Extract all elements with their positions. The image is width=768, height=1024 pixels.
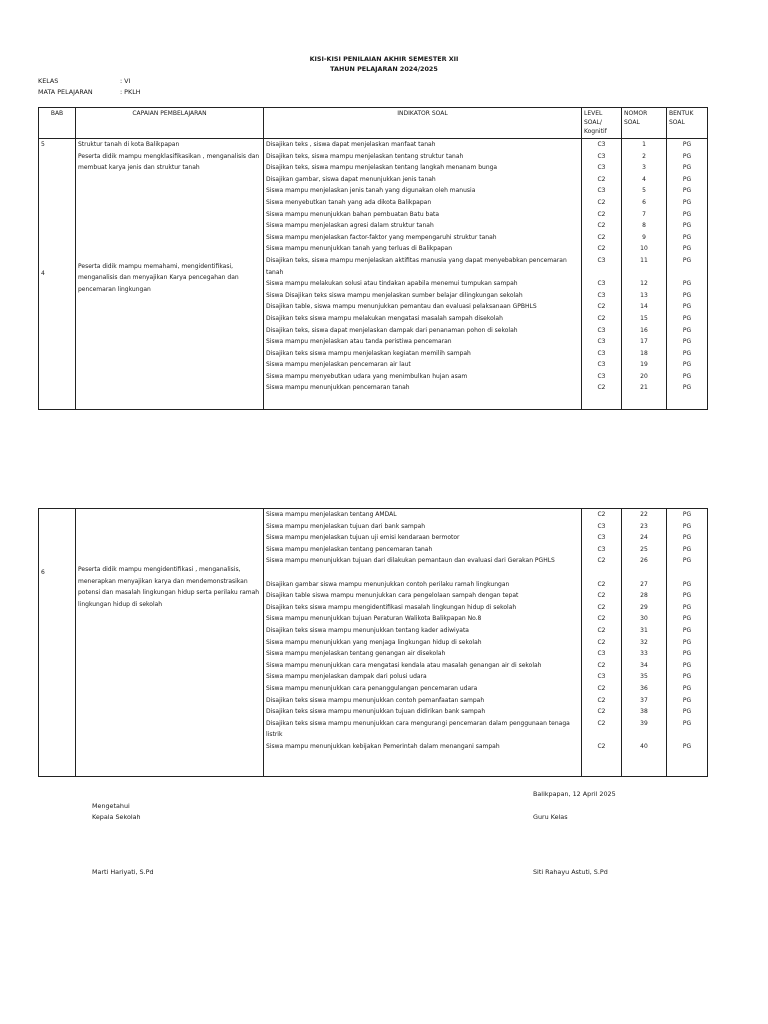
indikator-row: Siswa mampu menjelaskan tujuan uji emisi kendaraan bermotor — [266, 534, 460, 542]
bentuk-value: PG — [682, 708, 692, 716]
indikator-row: Disajikan gambar, siswa dapat menunjukkan jenis tanah — [266, 175, 436, 183]
indikator-row: Siswa mampu menjelaskan tujuan dari bank sampah — [266, 522, 426, 530]
bentuk-value: PG — [682, 141, 692, 148]
indikator-row: Siswa mampu menunjukkan pencemaran tanah — [266, 384, 410, 392]
level-value: C2 — [597, 696, 606, 704]
nomor-cell — [622, 139, 667, 410]
indikator-row: Disajikan table siswa mampu menunjukkan cara pengelolaan sampah dengan tepat — [266, 592, 519, 600]
nomor-value: 10 — [640, 245, 648, 253]
bentuk-value: PG — [682, 673, 692, 681]
bentuk-value: PG — [682, 603, 692, 611]
indikator-row: Siswa mampu menjelaskan jenis tanah yang digunakan oleh manusia — [266, 187, 476, 195]
nomor-value: 24 — [640, 534, 648, 542]
indikator-row: Disajikan teks siswa mampu menunjukkan contoh pemanfaatan sampah — [266, 696, 485, 704]
document-year: TAHUN PELAJARAN 2024/2025 — [330, 65, 438, 73]
indikator-row: Siswa mampu menjelaskan dampak dari polusi udara — [266, 673, 427, 681]
bentuk-value: PG — [682, 280, 692, 288]
level-value: C2 — [597, 222, 606, 230]
indikator-row: Siswa mampu menunjukkan cara penanggulangan pencemaran udara — [266, 684, 478, 692]
indikator-row: Siswa mampu menunjukkan bahan pembuatan Batu bata — [266, 210, 440, 218]
indikator-row: Disajikan teks, siswa mampu menjelaskan tentang langkah menanam bunga — [266, 164, 498, 172]
bab-cell — [39, 509, 76, 777]
nomor-cell — [622, 509, 667, 777]
bentuk-value: PG — [682, 592, 692, 600]
kepala-sekolah-name: Marti Hariyati, S.Pd — [92, 868, 154, 876]
level-value: C2 — [597, 615, 606, 623]
level-value: C3 — [597, 349, 606, 357]
indikator-cell — [264, 509, 582, 777]
level-value: C3 — [597, 280, 606, 288]
bentuk-value: PG — [682, 210, 692, 218]
indikator-row: Siswa mampu menunjukkan tujuan dari dilakukan pemantaun dan evaluasi dari Gerakan PGHLS — [266, 557, 555, 565]
kelas-label: KELAS — [38, 77, 59, 85]
nomor-value: 4 — [642, 175, 646, 183]
indikator-row: Disajikan teks, siswa mampu menjelaskan aktifitas manusia yang dapat menyebabkan pencemaran tanah — [266, 256, 567, 276]
bentuk-value: PG — [682, 661, 692, 669]
nomor-value: 27 — [640, 580, 648, 588]
level-value: C2 — [597, 603, 606, 611]
bentuk-value: PG — [682, 650, 692, 658]
level-value: C2 — [597, 314, 606, 322]
nomor-value: 14 — [640, 303, 648, 311]
level-value: C2 — [597, 303, 606, 311]
indikator-row: Siswa mampu menunjukkan kebijakan Pemerintah dalam menangani sampah — [266, 742, 500, 750]
nomor-value: 11 — [640, 256, 648, 264]
bentuk-value: PG — [682, 291, 692, 299]
nomor-value: 8 — [642, 222, 646, 230]
capaian-text: Struktur tanah di kota Balikpapan Peserta didik mampu mengklasifikasikan , menganalisis dan membuat karya jenis dan struktur tanah — [78, 141, 260, 172]
bentuk-value: PG — [682, 233, 692, 241]
level-value: C2 — [597, 638, 606, 646]
nomor-value: 36 — [640, 684, 648, 692]
mapel-label: MATA PELAJARAN — [38, 88, 93, 96]
nomor-value: 25 — [640, 545, 648, 553]
bentuk-value: PG — [682, 314, 692, 322]
bentuk-value: PG — [682, 545, 692, 553]
bentuk-value: PG — [682, 384, 692, 392]
nomor-value: 33 — [640, 650, 648, 658]
bentuk-value: PG — [682, 303, 692, 311]
bentuk-value: PG — [682, 187, 692, 195]
bentuk-value: PG — [682, 511, 692, 518]
nomor-value: 26 — [640, 557, 648, 565]
level-value: C3 — [597, 545, 606, 553]
bentuk-value: PG — [682, 198, 692, 206]
capaian-cell — [76, 139, 264, 410]
level-value: C2 — [597, 511, 606, 518]
level-value: C2 — [597, 708, 606, 716]
guru-kelas-label: Guru Kelas — [533, 813, 568, 821]
nomor-value: 40 — [640, 742, 648, 750]
nomor-value: 37 — [640, 696, 648, 704]
bentuk-value: PG — [682, 557, 692, 565]
indikator-row: Disajikan teks siswa mampu menunjukkan tujuan didirikan bank sampah — [266, 708, 486, 716]
bentuk-value: PG — [682, 638, 692, 646]
level-value: C3 — [597, 164, 606, 172]
nomor-value: 13 — [640, 291, 648, 299]
nomor-value: 39 — [640, 719, 648, 727]
bab-number: 4 — [41, 269, 45, 277]
indikator-row: Siswa mampu menjelaskan agresi dalam struktur tanah — [266, 222, 434, 230]
nomor-value: 18 — [640, 349, 648, 357]
col-header-nomor: NOMOR SOAL — [622, 108, 667, 139]
indikator-row: Siswa mampu menjelaskan tentang AMDAL — [266, 511, 397, 518]
nomor-value: 38 — [640, 708, 648, 716]
indikator-row: Disajikan teks, siswa dapat menjelaskan dampak dari penanaman pohon di sekolah — [266, 326, 518, 334]
level-cell — [582, 139, 622, 410]
level-value: C2 — [597, 233, 606, 241]
level-value: C3 — [597, 673, 606, 681]
nomor-value: 32 — [640, 638, 648, 646]
kelas-value: : VI — [120, 77, 131, 85]
kepala-sekolah-label: Kepala Sekolah — [92, 813, 141, 821]
bentuk-value: PG — [682, 522, 692, 530]
bentuk-value: PG — [682, 338, 692, 346]
bentuk-value: PG — [682, 742, 692, 750]
level-value: C3 — [597, 187, 606, 195]
bentuk-value: PG — [682, 326, 692, 334]
indikator-row: Siswa mampu menunjukkan tanah yang terluas di Balikpapan — [266, 245, 453, 253]
level-value: C2 — [597, 245, 606, 253]
nomor-value: 30 — [640, 615, 648, 623]
level-value: C2 — [597, 592, 606, 600]
nomor-value: 19 — [640, 361, 648, 369]
bentuk-value: PG — [682, 684, 692, 692]
level-cell — [582, 509, 622, 777]
level-value: C3 — [597, 338, 606, 346]
indikator-cell — [264, 139, 582, 410]
guru-kelas-name: Siti Rahayu Astuti, S.Pd — [533, 868, 608, 876]
bentuk-value: PG — [682, 175, 692, 183]
bentuk-value: PG — [682, 626, 692, 634]
capaian-text: Peserta didik mampu mengidentifikasi , menganalisis, menerapkan menyajikan karya dan mendemonstrasikan potensi dan masalah lingkungan hidup serta perilaku ramah lingkungan hidup di sekolah — [78, 566, 260, 608]
indikator-row: Siswa mampu menyebutkan udara yang menimbulkan hujan asam — [266, 372, 468, 380]
level-value: C2 — [597, 661, 606, 669]
indikator-row: Disajikan teks siswa mampu menjelaskan kegiatan memilih sampah — [266, 349, 471, 357]
nomor-value: 7 — [642, 210, 646, 218]
indikator-row: Disajikan table, siswa mampu menunjukkan pemantau dan evaluasi pelaksanaan GPBHLS — [266, 303, 537, 311]
nomor-value: 6 — [642, 198, 646, 206]
bentuk-value: PG — [682, 719, 692, 727]
nomor-value: 23 — [640, 522, 648, 530]
bentuk-cell — [667, 139, 708, 410]
level-value: C2 — [597, 684, 606, 692]
nomor-value: 34 — [640, 661, 648, 669]
mapel-value: : PKLH — [120, 88, 141, 96]
level-value: C2 — [597, 557, 606, 565]
nomor-value: 9 — [642, 233, 646, 241]
indikator-row: Disajikan teks siswa mampu mengidentifikasi masalah lingkungan hidup di sekolah — [266, 603, 517, 611]
indikator-row: Siswa mampu menjelaskan tentang genangan air disekolah — [266, 650, 446, 658]
indikator-row: Siswa mampu menunjukkan cara mengatasi kendala atau masalah genangan air di sekolah — [266, 661, 542, 669]
indikator-row: Siswa mampu melakukan solusi atau tindakan apabila menemui tumpukan sampah — [266, 280, 518, 288]
place-date: Balikpapan, 12 April 2025 — [533, 790, 616, 798]
nomor-value: 5 — [642, 187, 646, 195]
indikator-row: Siswa mampu menjelaskan atau tanda peristiwa pencemaran — [266, 338, 452, 346]
indikator-row: Disajikan teks, siswa mampu menjelaskan tentang struktur tanah — [266, 152, 464, 160]
indikator-row: Siswa Disajikan teks siswa mampu menjelaskan sumber belajar dilingkungan sekolah — [266, 291, 523, 299]
nomor-value: 29 — [640, 603, 648, 611]
nomor-value: 1 — [642, 141, 646, 148]
bentuk-cell — [667, 509, 708, 777]
level-value: C3 — [597, 361, 606, 369]
document-title: KISI-KISI PENILAIAN AKHIR SEMESTER XII — [309, 55, 459, 63]
capaian-text: Peserta didik mampu memahami, mengidentifikasi, menganalisis dan menyajikan Karya pencegahan dan pencemaran lingkungan — [78, 262, 239, 293]
level-value: C2 — [597, 175, 606, 183]
nomor-value: 12 — [640, 280, 648, 288]
bentuk-value: PG — [682, 361, 692, 369]
bentuk-value: PG — [682, 256, 692, 264]
indikator-row: Siswa mampu menunjukkan yang menjaga lingkungan hidup di sekolah — [266, 638, 482, 646]
indikator-row: Siswa mampu menjelaskan factor-faktor yang mempengaruhi struktur tanah — [266, 233, 497, 241]
indikator-row: Siswa menyebutkan tanah yang ada dikota Balikpapan — [266, 198, 432, 206]
indikator-row: Siswa mampu menunjukkan tujuan Peraturan Walikota Balikpapan No.8 — [266, 615, 482, 623]
level-value: C2 — [597, 210, 606, 218]
nomor-value: 35 — [640, 673, 648, 681]
kisi-table-1 — [38, 107, 708, 410]
nomor-value: 2 — [642, 152, 646, 160]
level-value: C2 — [597, 742, 606, 750]
level-value: C3 — [597, 650, 606, 658]
col-header-capaian: CAPAIAN PEMBELAJARAN — [76, 108, 264, 139]
nomor-value: 22 — [640, 511, 648, 518]
bentuk-value: PG — [682, 222, 692, 230]
level-value: C2 — [597, 580, 606, 588]
indikator-row: Disajikan teks siswa mampu menunjukkan cara mengurangi pencemaran dalam penggunaan tenaga listrik — [266, 719, 570, 739]
bentuk-value: PG — [682, 152, 692, 160]
level-value: C3 — [597, 522, 606, 530]
bentuk-value: PG — [682, 245, 692, 253]
col-header-bentuk: BENTUK SOAL — [667, 108, 708, 139]
mengetahui-label: Mengetahui — [92, 802, 130, 810]
indikator-row: Siswa mampu menjelaskan pencemaran air laut — [266, 361, 411, 369]
indikator-row: Disajikan gambar siswa mampu menunjukkan contoh perilaku ramah lingkungan — [266, 580, 510, 588]
indikator-row: Disajikan teks siswa mampu menunjukkan tentang kader adiwiyata — [266, 626, 469, 634]
level-value: C3 — [597, 326, 606, 334]
nomor-value: 20 — [640, 372, 648, 380]
col-header-indikator: INDIKATOR SOAL — [264, 108, 582, 139]
nomor-value: 3 — [642, 164, 646, 172]
bab-cell — [39, 139, 76, 410]
indikator-row: Siswa mampu menjelaskan tentang pencemaran tanah — [266, 545, 433, 553]
indikator-row: Disajikan teks siswa mampu melakukan mengatasi masalah sampah disekolah — [266, 314, 503, 322]
level-value: C3 — [597, 291, 606, 299]
level-value: C2 — [597, 384, 606, 392]
bentuk-value: PG — [682, 349, 692, 357]
level-value: C3 — [597, 534, 606, 542]
bab-number: 5 — [41, 141, 45, 148]
bentuk-value: PG — [682, 615, 692, 623]
col-header-level: LEVEL SOAL/ Kognitif — [582, 108, 622, 139]
bentuk-value: PG — [682, 372, 692, 380]
bentuk-value: PG — [682, 534, 692, 542]
nomor-value: 28 — [640, 592, 648, 600]
kisi-table-2 — [38, 508, 708, 777]
level-value: C2 — [597, 198, 606, 206]
level-value: C3 — [597, 141, 606, 148]
indikator-row: Disajikan teks , siswa dapat menjelaskan manfaat tanah — [266, 141, 436, 148]
nomor-value: 21 — [640, 384, 648, 392]
level-value: C3 — [597, 152, 606, 160]
col-header-bab: BAB — [39, 108, 76, 139]
nomor-value: 15 — [640, 314, 648, 322]
nomor-value: 16 — [640, 326, 648, 334]
bab-number: 6 — [41, 569, 45, 576]
level-value: C2 — [597, 719, 606, 727]
nomor-value: 17 — [640, 338, 648, 346]
level-value: C3 — [597, 256, 606, 264]
capaian-cell — [76, 509, 264, 777]
bentuk-value: PG — [682, 580, 692, 588]
level-value: C3 — [597, 372, 606, 380]
bentuk-value: PG — [682, 164, 692, 172]
bentuk-value: PG — [682, 696, 692, 704]
level-value: C2 — [597, 626, 606, 634]
nomor-value: 31 — [640, 626, 648, 634]
